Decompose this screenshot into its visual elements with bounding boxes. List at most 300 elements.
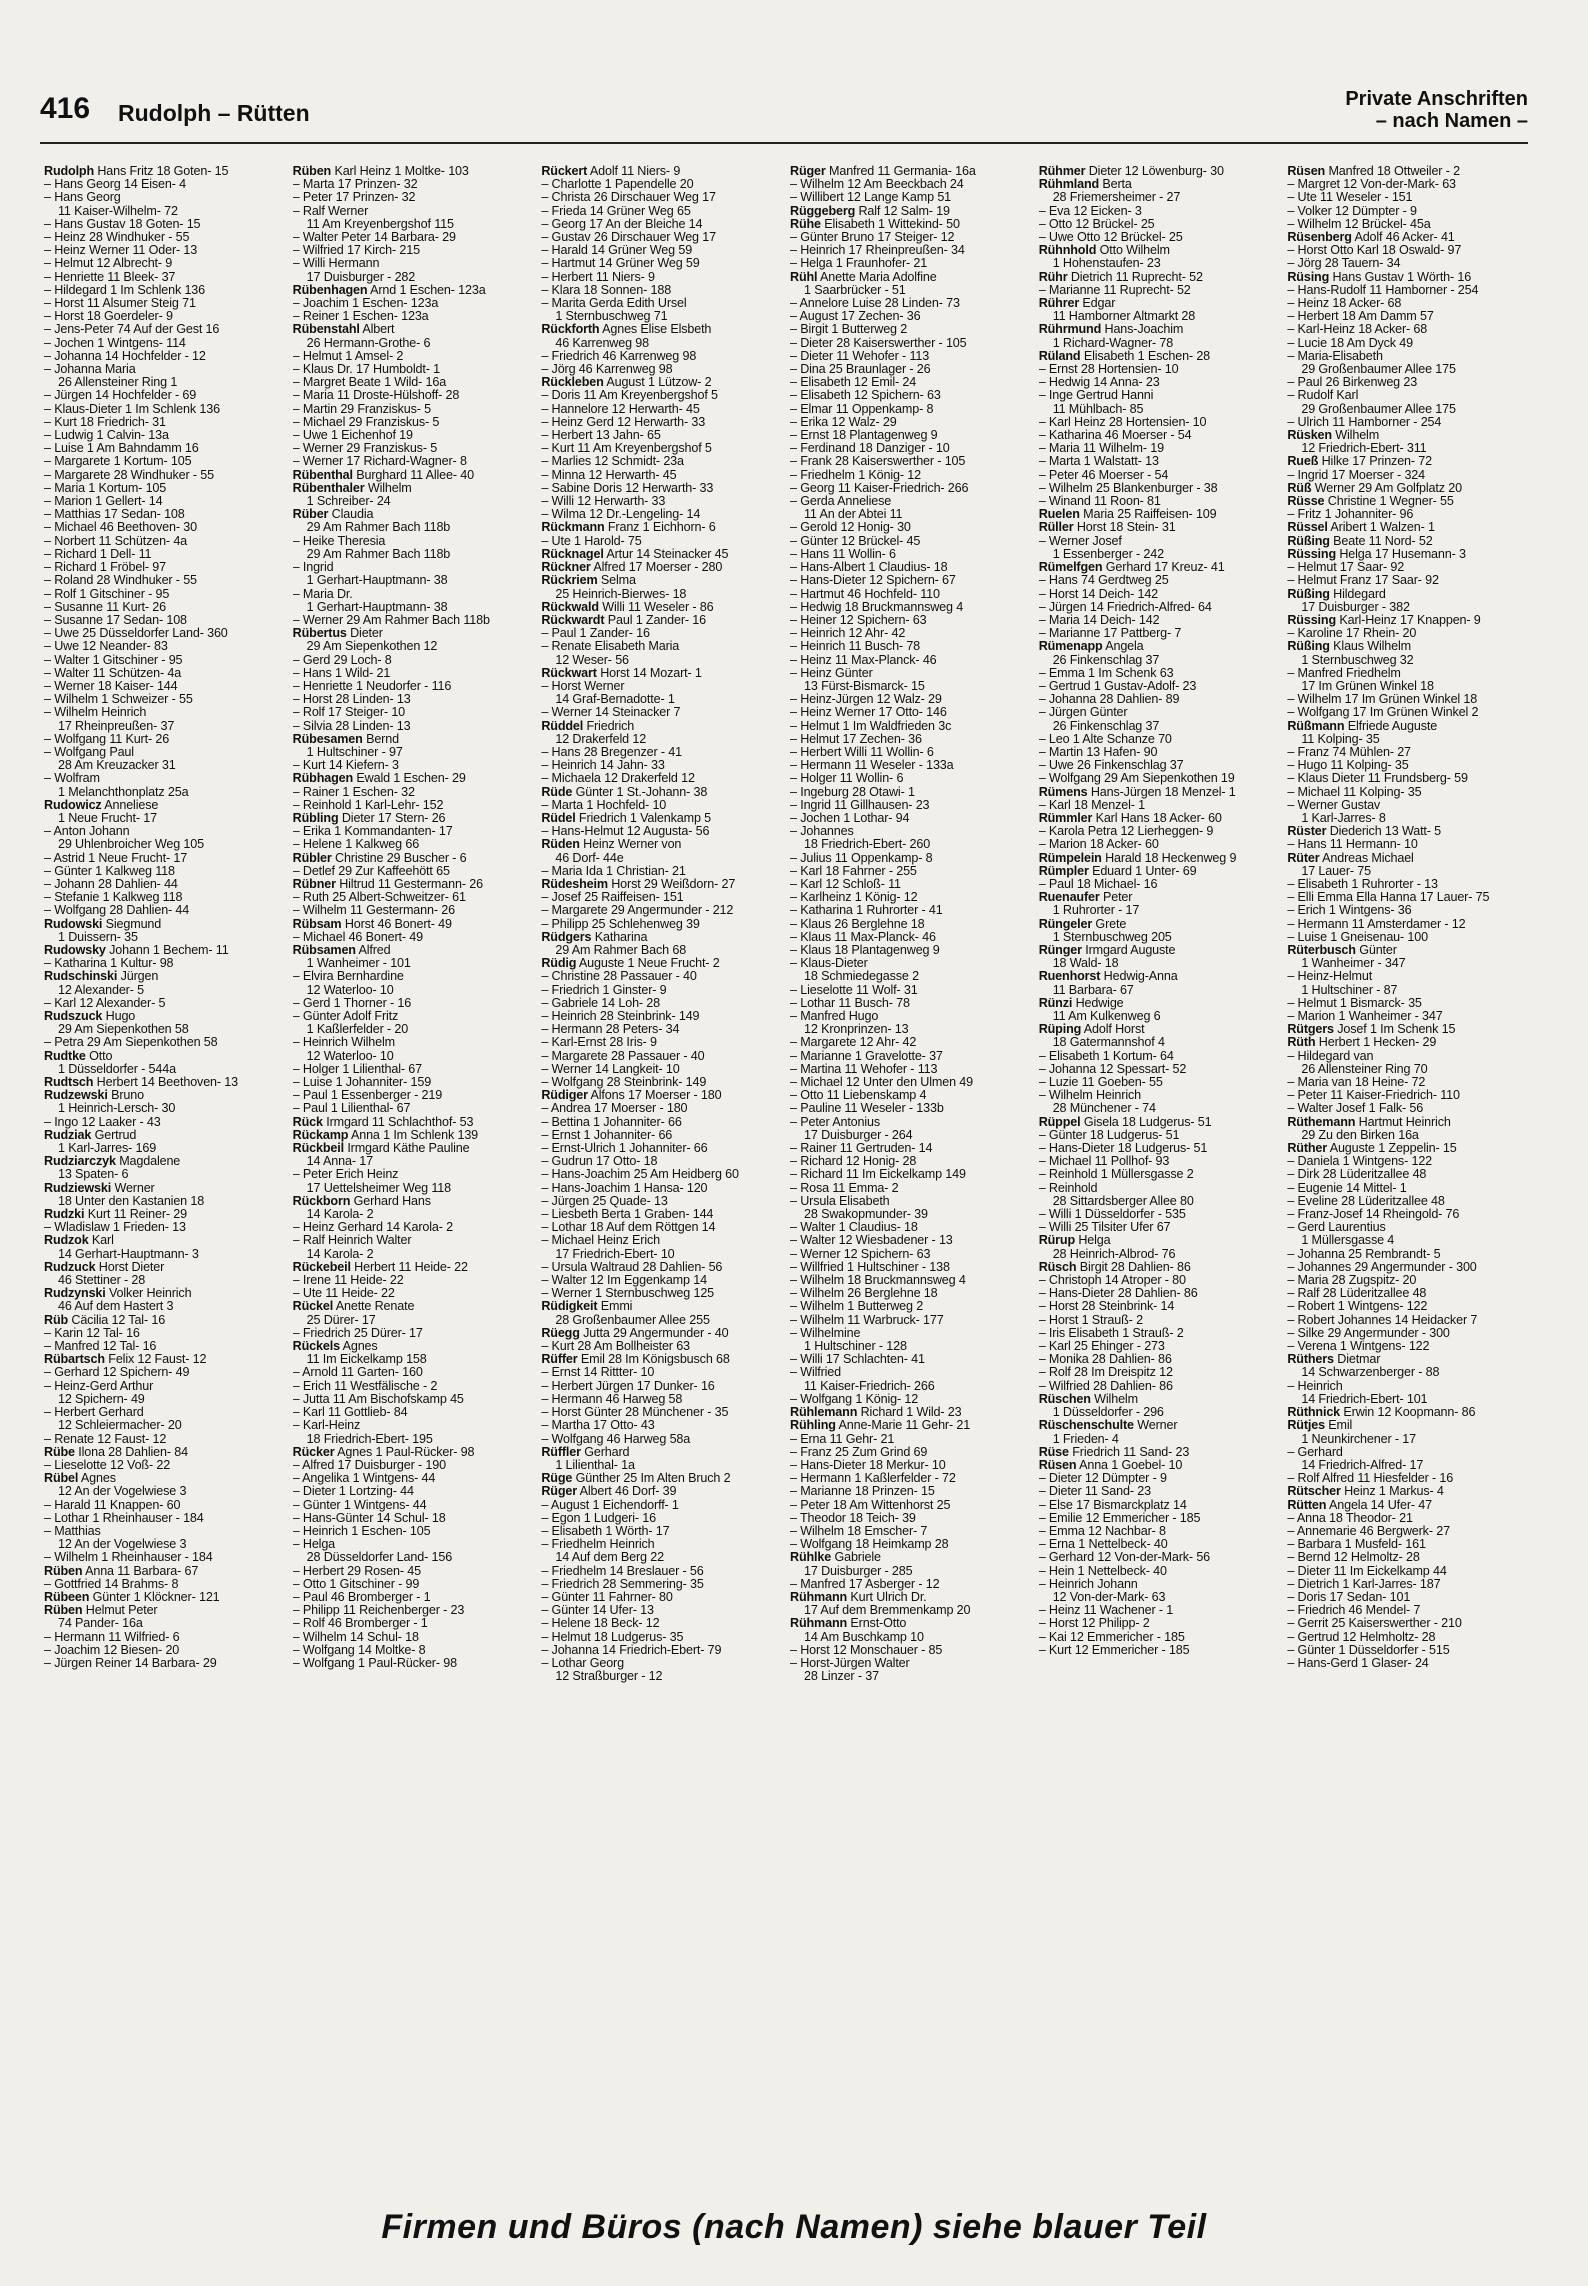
directory-entry: – Anton Johann [44,825,130,839]
directory-entry: – Marlies 12 Schmidt- 23a [541,455,684,469]
directory-entry: – Matthias 17 Sedan- 108 [44,508,185,522]
directory-entry: – Uwe 1 Eichenhof 19 [292,429,413,443]
directory-entry: – Klaus Dr. 17 Humboldt- 1 [292,363,440,377]
directory-entry: Rüben Anna 11 Barbara- 67 [44,1564,199,1578]
directory-entry: – Werner 18 Kaiser- 144 [44,679,178,693]
directory-entry: – Karl 18 Fahrner - 255 [790,864,917,878]
directory-entry: – Rainer 1 Eschen- 32 [292,785,415,799]
directory-entry: – Andrea 17 Moerser - 180 [541,1102,688,1116]
directory-entry: – Emilie 12 Emmericher - 185 [1038,1511,1201,1525]
directory-entry: 1 Lilienthal- 1a [555,1458,635,1472]
directory-entry: Rüßing Klaus Wilhelm [1287,640,1412,654]
directory-entry: – Jürgen Günter [1038,706,1128,720]
directory-entry: – Hans-Dieter 28 Dahlien- 86 [1038,1287,1198,1301]
directory-entry: 1 Sternbuschweg 205 [1052,930,1172,944]
directory-entry: Rübsam Horst 46 Bonert- 49 [292,917,452,931]
directory-entry: – Volker 12 Dümpter - 9 [1287,204,1417,218]
directory-entry: – Dieter 11 Wehofer - 113 [790,349,930,363]
directory-entry: – Michaela 12 Drakerfeld 12 [541,772,695,786]
directory-entry: – Hans Georg 14 Eisen- 4 [44,178,187,192]
directory-entry: – Horst 12 Monschauer - 85 [790,1643,943,1657]
directory-entry: – Johanna Maria [44,363,136,377]
directory-entry: – Wilhelmine [790,1326,861,1340]
directory-entry: Rudziak Gertrud [44,1128,137,1142]
directory-entry: – Manfred Hugo [790,1010,879,1023]
directory-entry: – Horst Otto Karl 18 Oswald- 97 [1287,244,1462,258]
directory-entry: – Elisabeth 1 Ruhrorter - 13 [1287,877,1438,891]
directory-entry: – Karl 12 Schloß- 11 [790,877,901,891]
directory-entry: – Arnold 11 Garten- 160 [292,1366,423,1380]
directory-entry: 18 Wald- 18 [1052,957,1119,971]
directory-entry: Rübertus Dieter [292,627,383,641]
directory-entry: – Maria 14 Deich- 142 [1038,613,1160,627]
directory-entry: – Ingrid 17 Moerser - 324 [1287,468,1426,482]
directory-entry: Rückamp Anna 1 Im Schlenk 139 [292,1128,479,1142]
directory-entry: – Emma 1 Im Schenk 63 [1038,666,1174,680]
directory-entry: – Luise 1 Gneisenau- 100 [1287,930,1428,944]
category-line-1: Private Anschriften [1345,88,1528,110]
directory-entry: – Erich 1 Wintgens- 36 [1287,904,1412,918]
directory-entry: – Michael 46 Bonert- 49 [292,930,423,944]
directory-entry: – Marianne 18 Prinzen- 15 [790,1485,935,1499]
directory-entry: 28 Großenbaumer Allee 255 [555,1313,710,1327]
directory-entry: – Silvia 28 Linden- 13 [292,719,411,733]
directory-entry: – Hans-Rudolf 11 Hamborner - 254 [1287,283,1479,297]
directory-entry: Rudolph Hans Fritz 18 Goten- 15 [44,165,229,178]
directory-entry: 12 Schleiermacher- 20 [58,1419,182,1433]
directory-entry: – Hans Gustav 18 Goten- 15 [44,217,201,231]
directory-entry: – Richard 1 Dell- 11 [44,547,152,561]
directory-entry: – Kurt 28 Am Bollheister 63 [541,1340,690,1354]
directory-entry: – Walter Peter 14 Barbara- 29 [292,231,456,245]
directory-entry: – Werner 29 Franziskus- 5 [292,442,438,456]
directory-entry: 13 Spaten- 6 [58,1168,129,1182]
directory-entry: – Lothar Georg [541,1656,624,1670]
directory-entry: – Wilhelm 25 Blankenburger - 38 [1038,481,1218,495]
directory-entry: Rümens Hans-Jürgen 18 Menzel- 1 [1038,785,1236,799]
directory-entry: 12 Waterloo- 10 [306,1049,394,1063]
directory-entry: – Horst 18 Goerdeler- 9 [44,310,173,324]
directory-entry: – Holger 1 Lilienthal- 67 [292,1062,422,1076]
directory-entry: 29 Am Siepenkothen 58 [58,1023,189,1037]
directory-entry: – Heinrich 14 Jahn- 33 [541,759,665,773]
directory-entry: – Johann 28 Dahlien- 44 [44,877,178,891]
directory-entry: – Heinz 11 Wachener - 1 [1038,1604,1174,1618]
directory-entry: – Willi 25 Tilsiter Ufer 67 [1038,1221,1171,1235]
directory-entry: – Kurt 18 Friedrich- 31 [44,415,166,429]
directory-entry: 12 Spichern- 49 [58,1392,145,1406]
directory-entry: Rüdigkeit Emmi [541,1300,633,1314]
directory-entry: – Ingo 12 Laaker - 43 [44,1115,161,1129]
directory-entry: – Georg 17 An der Bleiche 14 [541,217,703,231]
directory-entry: Rüge Günther 25 Im Alten Bruch 2 [541,1472,731,1486]
directory-entry: – Peter Antonius [790,1115,881,1129]
directory-entry: – Wolfgang 11 Kurt- 26 [44,732,170,746]
directory-entry: – Doris 11 Am Kreyenbergshof 5 [541,389,718,403]
directory-entry: – Heinz 28 Windhuker - 55 [44,231,190,245]
directory-entry: – Hans-Joachim 1 Hansa- 120 [541,1181,708,1195]
directory-entry: 1 Hultschiner - 128 [804,1340,907,1354]
directory-entry: – Elisabeth 12 Emil- 24 [790,376,917,390]
directory-entry: 1 Neunkirchener - 17 [1301,1432,1416,1446]
directory-entry: 18 Friedrich-Ebert- 260 [804,838,931,852]
directory-entry: Rüegg Jutta 29 Angermunder - 40 [541,1326,729,1340]
directory-entry: Rüben Helmut Peter [44,1604,158,1618]
directory-entry: Rünzi Hedwige [1038,996,1124,1010]
directory-entry: – Egon 1 Ludgeri- 16 [541,1511,656,1525]
directory-entry: Ruenhorst Hedwig-Anna [1038,970,1178,984]
directory-entry: – Karl-Heinz 18 Acker- 68 [1287,323,1428,337]
directory-entry: Rudzynski Volker Heinrich [44,1287,192,1301]
directory-entry: – Hans-Dieter 18 Merkur- 10 [790,1458,946,1472]
directory-entry: – Martina 11 Wehofer - 113 [790,1062,938,1076]
directory-entry: – Helmut 18 Ludgerus- 35 [541,1630,684,1644]
directory-entry: – Herbert 18 Am Damm 57 [1287,310,1434,324]
directory-entry: 14 Anna- 17 [306,1155,373,1169]
directory-entry: – Karin 12 Tal- 16 [44,1326,140,1340]
directory-entry: Rüterbusch Günter [1287,943,1397,957]
directory-entry: Rütten Angela 14 Ufer- 47 [1287,1498,1433,1512]
directory-entry: – Richard 11 Im Eickelkamp 149 [790,1168,966,1182]
directory-entry: 28 Düsseldorfer Land- 156 [306,1551,453,1565]
directory-entry: Rüffler Gerhard [541,1445,630,1459]
directory-entry: – Horst 28 Steinbrink- 14 [1038,1300,1175,1314]
directory-entry: – Christoph 14 Atroper - 80 [1038,1274,1186,1288]
directory-entry: – Hermann 28 Peters- 34 [541,1023,680,1037]
directory-entry: – Jürgen 14 Hochfelder - 69 [44,389,197,403]
directory-entry: Rübling Dieter 17 Stern- 26 [292,811,446,825]
directory-entry: Rüggeberg Ralf 12 Salm- 19 [790,204,950,218]
directory-entry: – Hans-Albert 1 Claudius- 18 [790,561,948,575]
directory-entry: 1 Karl-Jarres- 8 [1301,811,1386,825]
directory-entry: – Ute 11 Heide- 22 [292,1287,395,1301]
directory-entry: – Paul 46 Bromberger - 1 [292,1590,431,1604]
directory-entry: – Werner 1 Sternbuschweg 125 [541,1287,715,1301]
directory-entry: – Ernst 28 Hortensien- 10 [1038,363,1179,377]
directory-entry: 12 Friedrich-Ebert- 311 [1301,442,1427,456]
directory-entry: – Walter 12 Im Eggenkamp 14 [541,1274,707,1288]
directory-entry: – Herbert 29 Rosen- 45 [292,1564,421,1578]
directory-entry: – Walter 11 Schützen- 4a [44,666,182,680]
directory-entry: – Katharina 1 Kultur- 98 [44,957,174,971]
footer-note: Firmen und Büros (nach Namen) siehe blauer Teil [381,2208,1207,2246]
directory-entry: – Karl-Ernst 28 Iris- 9 [541,1036,657,1050]
directory-entry: Rückleben August 1 Lützow- 2 [541,376,712,390]
directory-entry: – Karl-Heinz [292,1419,361,1433]
directory-entry: – Elisabeth 1 Kortum- 64 [1038,1049,1174,1063]
directory-entry: – Georg 11 Kaiser-Friedrich- 266 [790,481,969,495]
directory-entry: – Gerd 1 Thorner - 16 [292,996,412,1010]
directory-entry: – Ingeburg 28 Otawi- 1 [790,785,915,799]
directory-entry: Rütgers Josef 1 Im Schenk 15 [1287,1023,1456,1037]
directory-entry: Ruenaufer Peter [1038,891,1133,905]
directory-entry: – Gertrud 1 Gustav-Adolf- 23 [1038,679,1197,693]
directory-entry: – Wilfried 28 Dahlien- 86 [1038,1379,1173,1393]
directory-entry: – Horst Werner [541,679,625,693]
directory-entry: – Friedrich 1 Ginster- 9 [541,983,667,997]
directory-entry: Rueß Hilke 17 Prinzen- 72 [1287,455,1432,469]
directory-entry: Rübartsch Felix 12 Faust- 12 [44,1353,207,1367]
directory-entry: Rührmund Hans-Joachim [1038,323,1184,337]
category-label [1345,88,1528,132]
directory-entry: 12 Alexander- 5 [58,983,144,997]
directory-entry: – Heinz 18 Acker- 68 [1287,297,1402,311]
directory-entry: – Rolf 17 Steiger- 10 [292,706,406,720]
directory-entry: – Marion 1 Gellert- 14 [44,495,163,509]
directory-entry: Rümelfgen Gerhard 17 Kreuz- 41 [1038,561,1225,575]
directory-entry: – Eva 12 Eicken- 3 [1038,204,1142,218]
directory-entry: – Horst 1 Strauß- 2 [1038,1313,1143,1327]
directory-entry: – Martin 29 Franziskus- 5 [292,402,432,416]
directory-entry: 26 Finkenschlag 37 [1052,719,1160,733]
directory-entry: – Luise 1 Johanniter- 159 [292,1076,432,1090]
directory-entry: – Karola Petra 12 Lierheggen- 9 [1038,825,1214,839]
directory-entry: – Gerhard [1287,1445,1343,1459]
directory-entry: – Hugo 11 Kolping- 35 [1287,759,1409,773]
directory-entry: Rudowsky Johann 1 Bechem- 11 [44,943,229,957]
directory-entry: 11 Kaiser-Friedrich- 266 [804,1379,935,1393]
directory-entry: 14 Auf dem Berg 22 [555,1551,664,1565]
directory-entry: Rüben Karl Heinz 1 Moltke- 103 [292,165,469,178]
directory-entry: – Wilhelm 1 Rheinhauser - 184 [44,1551,213,1565]
directory-entry: 28 Friemersheimer - 27 [1052,191,1181,205]
directory-entry: – Lieselotte 11 Wolf- 31 [790,983,918,997]
directory-entry: 46 Dorf- 44e [555,851,624,865]
directory-entry: Rückels Agnes [292,1340,378,1354]
directory-entry: – Ursula Elisabeth [790,1194,890,1208]
directory-entry: – Jürgen 25 Quade- 13 [541,1194,668,1208]
directory-entry: – Margarete 12 Ahr- 42 [790,1036,917,1050]
directory-entry: 17 Lauer- 75 [1301,864,1371,878]
directory-entry: 28 Münchener - 74 [1052,1102,1156,1116]
directory-entry: – Wilhelm Heinrich [1038,1089,1141,1103]
directory-entry: Rückmann Franz 1 Eichhorn- 6 [541,521,716,535]
directory-entry: Rüffer Emil 28 Im Königsbusch 68 [541,1353,730,1367]
directory-entry: Rübsamen Alfred [292,943,391,957]
directory-entry: – Wolfgang Paul [44,745,134,759]
directory-entry: 1 Heinrich-Lersch- 30 [58,1102,176,1116]
directory-entry: – Horst 11 Alsumer Steig 71 [44,297,196,311]
directory-entry: – Manfred 12 Tal- 16 [44,1340,157,1354]
directory-entry: – Wolfgang 28 Steinbrink- 149 [541,1076,707,1090]
directory-entry: Rühnhold Otto Wilhelm [1038,244,1170,258]
directory-entry: – Maria Ida 1 Christian- 21 [541,864,686,878]
directory-entry: Rüssing Karl-Heinz 17 Knappen- 9 [1287,613,1481,627]
directory-entry: Rüdesheim Horst 29 Weißdorn- 27 [541,877,736,891]
directory-entry: – Pauline 11 Weseler - 133b [790,1102,944,1116]
directory-entry: – Hans-Dieter 12 Spichern- 67 [790,574,956,588]
directory-entry: Rückforth Agnes Elise Elsbeth [541,323,712,337]
directory-entry: – Wolfgang 1 Paul-Rücker- 98 [292,1656,457,1670]
directory-entry: – Günter 1 Wintgens- 44 [292,1498,427,1512]
directory-entry: – Doris 17 Sedan- 101 [1287,1590,1411,1604]
directory-entry: – Jürgen 14 Friedrich-Alfred- 64 [1038,600,1212,614]
directory-entry: Rudzki Kurt 11 Reiner- 29 [44,1208,188,1222]
directory-entry: 14 Friedrich-Ebert- 101 [1301,1392,1428,1406]
directory-entry: – Hildegard 1 Im Schlenk 136 [44,283,206,297]
directory-entry: 14 Friedrich-Alfred- 17 [1301,1458,1424,1472]
directory-entry: Rüssing Helga 17 Husemann- 3 [1287,547,1466,561]
directory-entry: – Otto 12 Brückel- 25 [1038,217,1155,231]
directory-entry: – Helene 1 Kalkweg 66 [292,838,420,852]
directory-entry: – Wilhelm 1 Schweizer - 55 [44,693,193,707]
directory-entry: Rübler Christine 29 Buscher - 6 [292,851,467,865]
directory-entry: – Friedhelm Heinrich [541,1538,655,1552]
directory-entry: – Hermann 46 Harweg 58 [541,1392,683,1406]
directory-entry: Rüb Cäcilia 12 Tal- 16 [44,1313,166,1327]
directory-entry: – Wilhelm 12 Am Beeckbach 24 [790,178,964,192]
directory-entry: – Johannes 29 Angermunder - 300 [1287,1260,1477,1274]
directory-entry: – Heinrich 12 Ahr- 42 [790,627,906,641]
directory-entry: Ruelen Maria 25 Raiffeisen- 109 [1038,508,1217,522]
directory-entry: – Eveline 28 Lüderitzallee 48 [1287,1194,1445,1208]
directory-entry: – Klaus 18 Plantagenweg 9 [790,943,940,957]
directory-entry: – Friedhelm 14 Breslauer - 56 [541,1564,704,1578]
directory-entry: – Horst 28 Linden- 13 [292,693,411,707]
directory-entry: Rüsken Wilhelm [1287,429,1380,443]
directory-entry: – Günter 11 Fahrner- 80 [541,1590,673,1604]
directory-entry: 29 Zu den Birken 16a [1301,1128,1419,1142]
directory-entry: – Reiner 1 Eschen- 123a [292,310,429,324]
directory-entry: 29 Großenbaumer Allee 175 [1301,363,1456,377]
directory-entry: – Wilhelm 18 Bruckmannsweg 4 [790,1274,966,1288]
directory-entry: – Emma 12 Nachbar- 8 [1038,1524,1166,1538]
directory-column [293,165,534,2185]
directory-entry: 17 Auf dem Bremmenkamp 20 [804,1604,971,1618]
directory-entry: Rüde Günter 1 St.-Johann- 38 [541,785,708,799]
directory-entry: – Joachim 12 Biesen- 20 [44,1643,180,1657]
directory-entry: Rühmland Berta [1038,178,1132,192]
directory-entry: – Horst-Jürgen Walter [790,1656,910,1670]
directory-entry: – Heinrich 11 Busch- 78 [790,640,921,654]
directory-entry: – Friedrich 46 Karrenweg 98 [541,349,697,363]
directory-entry: Rücker Agnes 1 Paul-Rücker- 98 [292,1445,475,1459]
directory-entry: Rühr Dietrich 11 Ruprecht- 52 [1038,270,1203,284]
directory-entry: – Lothar 18 Auf dem Röttgen 14 [541,1221,716,1235]
directory-entry: – Klaus-Dieter 1 Im Schlenk 136 [44,402,220,416]
directory-entry: – Heinrich Johann [1038,1577,1138,1591]
directory-entry: 1 Ruhrorter - 17 [1052,904,1140,918]
directory-entry: 11 Am Kreyenbergshof 115 [306,217,454,231]
directory-entry: – Marion 1 Wanheimer - 347 [1287,1010,1443,1023]
directory-entry: – Frank 28 Kaiserswerther - 105 [790,455,966,469]
directory-entry: – Hedwig 14 Anna- 23 [1038,376,1160,390]
directory-entry: Rüdgers Katharina [541,930,648,944]
directory-entry: Rümpelein Harald 18 Heckenweg 9 [1038,851,1237,865]
directory-entry: – Ernst 1 Johanniter- 66 [541,1128,673,1142]
directory-entry: – Wolfgang 46 Harweg 58a [541,1432,691,1446]
directory-entry: – Matthias [44,1524,101,1538]
directory-entry: – Harald 14 Grüner Weg 59 [541,244,693,258]
directory-entry: – Wilhelm 26 Berglehne 18 [790,1287,938,1301]
directory-entry: – Marta 1 Walstatt- 13 [1038,455,1159,469]
directory-entry: – Karl Heinz 28 Hortensien- 10 [1038,415,1207,429]
directory-entry: – Herbert 13 Jahn- 65 [541,429,661,443]
directory-entry: – Hermann 11 Amsterdamer - 12 [1287,917,1466,931]
directory-entry: – Ralf 28 Lüderitzallee 48 [1287,1287,1427,1301]
directory-entry: 1 Neue Frucht- 17 [58,811,157,825]
directory-entry: – Elmar 11 Oppenkamp- 8 [790,402,934,416]
directory-entry: – Margarete 28 Windhuker - 55 [44,468,214,482]
directory-entry: 1 Kaßlerfelder - 20 [306,1023,409,1037]
directory-entry: – Barbara 1 Musfeld- 161 [1287,1538,1426,1552]
directory-entry: – Hans 1 Wild- 21 [292,666,391,680]
directory-entry: Rürup Helga [1038,1234,1111,1248]
directory-entry: Rudziewski Werner [44,1181,155,1195]
directory-entry: Rudszuck Hugo [44,1010,136,1023]
directory-entry: – Hans-Dieter 18 Ludgerus- 51 [1038,1142,1208,1156]
directory-entry: 28 Linzer - 37 [804,1670,879,1684]
directory-entry: – Werner Josef [1038,534,1122,548]
directory-entry: – Wolfgang 29 Am Siepenkothen 19 [1038,772,1235,786]
directory-entry: Rüping Adolf Horst [1038,1023,1145,1037]
directory-entry: – Hedwig 18 Bruckmannsweg 4 [790,600,964,614]
directory-entry: 12 An der Vogelwiese 3 [58,1538,187,1552]
directory-entry: – Ralf Heinrich Walter [292,1234,412,1248]
directory-entry: – Werner 12 Spichern- 63 [790,1247,931,1261]
directory-entry: – Erika 1 Kommandanten- 17 [292,825,453,839]
directory-entry: – Hans Georg [44,191,121,205]
directory-entry: Rückbeil Irmgard Käthe Pauline [292,1142,470,1156]
directory-entry: 11 Barbara- 67 [1052,983,1134,997]
directory-entry: – Reinhold 1 Karl-Lehr- 152 [292,798,444,812]
directory-entry: – Else 17 Bismarckplatz 14 [1038,1498,1187,1512]
directory-entry: – Otto 1 Gitschiner - 99 [292,1577,420,1591]
directory-entry: – Peter 46 Moerser - 54 [1038,468,1169,482]
directory-entry: – Martin 13 Hafen- 90 [1038,745,1158,759]
directory-entry: – Fritz 1 Johanniter- 96 [1287,508,1414,522]
directory-entry: – Hildegard van [1287,1049,1374,1063]
directory-entry: – Richard 1 Fröbel- 97 [44,561,166,575]
directory-entry: – Hans 11 Hermann- 10 [1287,838,1418,852]
directory-entry: – Lothar 1 Rheinhauser - 184 [44,1511,204,1525]
directory-entry: Rüppel Gisela 18 Ludgerus- 51 [1038,1115,1212,1129]
directory-entry: – Wilfried [790,1366,841,1380]
directory-entry: 29 Am Rahmer Bach 118b [306,521,451,535]
directory-entry: Rudowicz Anneliese [44,798,159,812]
directory-entry: Rüthnick Erwin 12 Koopmann- 86 [1287,1406,1476,1420]
directory-entry: 1 Wanheimer - 101 [306,957,411,971]
directory-entry: – Alfred 17 Duisburger - 190 [292,1458,446,1472]
directory-entry: – Petra 29 Am Siepenkothen 58 [44,1036,218,1050]
directory-entry: Rübner Hiltrud 11 Gestermann- 26 [292,877,483,891]
directory-entry: – Heiner 12 Spichern- 63 [790,613,927,627]
directory-entry: 29 Am Rahmer Bach 118b [306,547,451,561]
directory-entry: – Robert Johannes 14 Heidacker 7 [1287,1313,1478,1327]
directory-entry: – Ralf Werner [292,204,369,218]
directory-entry: Rüß Werner 29 Am Golfplatz 20 [1287,481,1462,495]
directory-entry: – Minna 12 Herwarth- 45 [541,468,677,482]
directory-entry: 1 Gerhart-Hauptmann- 38 [306,600,448,614]
directory-entry: 74 Pander- 16a [58,1617,143,1631]
name-range: Rudolph – Rütten [118,100,310,126]
directory-entry: Rückwart Horst 14 Mozart- 1 [541,666,702,680]
directory-entry: – Helga 1 Fraunhofer- 21 [790,257,928,271]
page-header [40,88,1528,144]
directory-entry: 29 Uhlenbroicher Weg 105 [58,838,204,852]
directory-entry: – Werner 29 Am Rahmer Bach 118b [292,613,490,627]
directory-columns [44,165,1528,2185]
directory-entry: – Günter 1 Kalkweg 118 [44,864,175,878]
directory-entry: – Hartmut 46 Hochfeld- 110 [790,587,940,601]
directory-entry: – Horst 12 Philipp- 2 [1038,1617,1150,1631]
directory-entry: – Günter 12 Brückel- 45 [790,534,921,548]
directory-entry: – Margret 12 Von-der-Mark- 63 [1287,178,1456,192]
directory-entry: – Dina 25 Braunlager - 26 [790,363,931,377]
directory-entry: 12 Drakerfeld 12 [555,732,647,746]
directory-entry: – Dirk 28 Lüderitzallee 48 [1287,1168,1427,1182]
directory-entry: – Maria van 18 Heine- 72 [1287,1076,1426,1090]
